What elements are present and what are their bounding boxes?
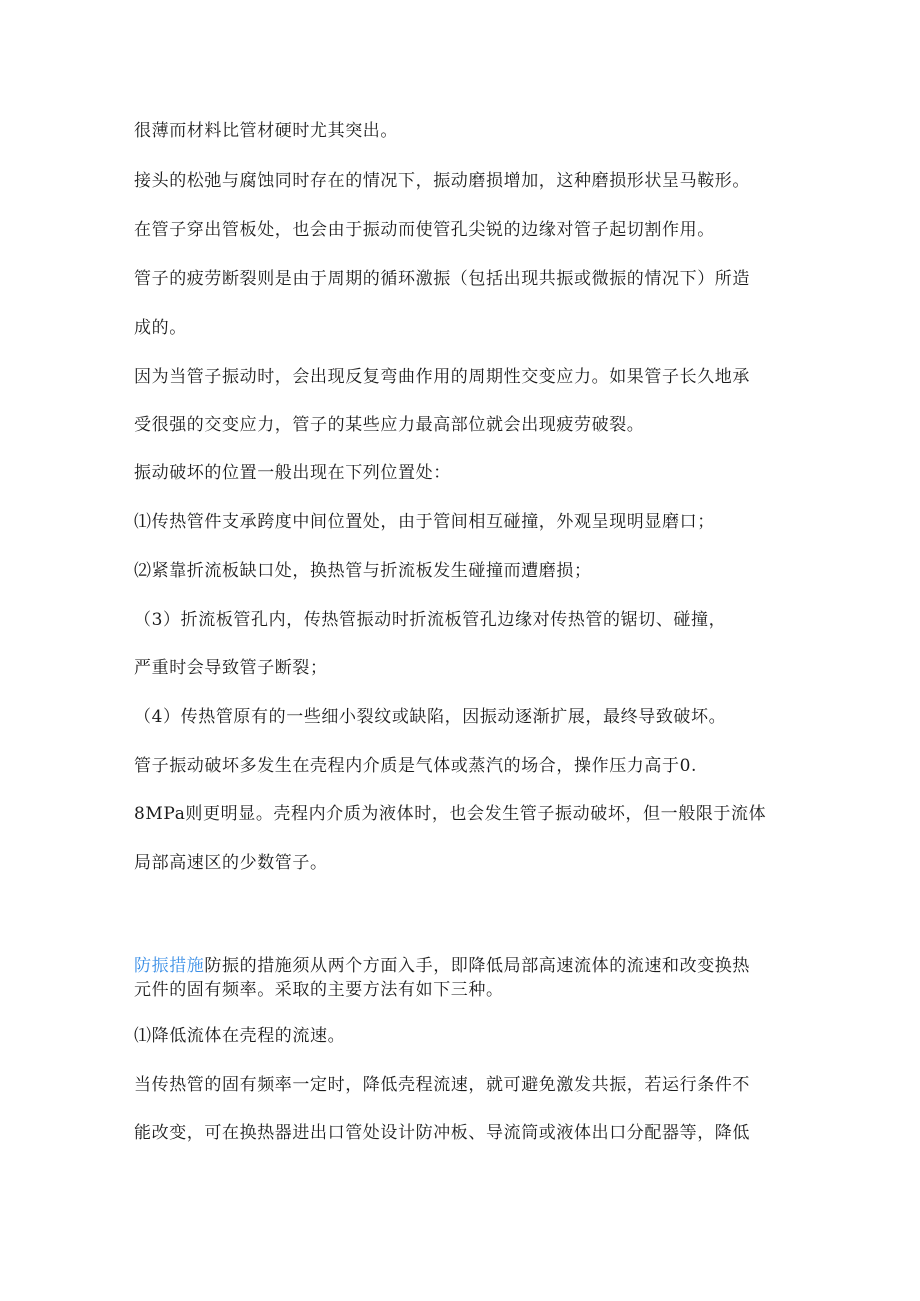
body-line: 在管子穿出管板处，也会由于振动而使管孔尖锐的边缘对管子起切割作用。 bbox=[134, 220, 715, 240]
body-line: 成的。 bbox=[134, 318, 187, 338]
list-item-4: （4）传热管原有的一些细小裂纹或缺陷，因振动逐渐扩展，最终导致破坏。 bbox=[134, 707, 727, 727]
section-heading-link[interactable]: 防振措施 bbox=[134, 956, 205, 976]
body-line: 接头的松弛与腐蚀同时存在的情况下，振动磨损增加，这种磨损形状呈马鞍形。 bbox=[134, 171, 750, 191]
body-line: 当传热管的固有频率一定时，降低壳程流速，就可避免激发共振，若运行条件不 bbox=[134, 1075, 750, 1095]
list-item-3: （3）折流板管孔内，传热管振动时折流板管孔边缘对传热管的锯切、碰撞， bbox=[134, 610, 727, 630]
body-line: 受很强的交变应力，管子的某些应力最高部位就会出现疲劳破裂。 bbox=[134, 415, 645, 435]
body-line: 振动破坏的位置一般出现在下列位置处： bbox=[134, 463, 451, 483]
section-intro-line bbox=[134, 955, 794, 977]
section-intro-text: 防振的措施须从两个方面入手，即降低局部高速流体的流速和改变换热 bbox=[204, 956, 751, 976]
section-intro-line-2: 元件的固有频率。采取的主要方法有如下三种。 bbox=[134, 980, 504, 1000]
list-item-2: ⑵紧靠折流板缺口处，换热管与折流板发生碰撞而遭磨损； bbox=[134, 561, 592, 581]
body-line: 管子振动破坏多发生在壳程内介质是气体或蒸汽的场合，操作压力高于0. bbox=[134, 756, 698, 776]
body-line: 管子的疲劳断裂则是由于周期的循环激振（包括出现共振或微振的情况下）所造 bbox=[134, 269, 750, 289]
body-line: 很薄而材料比管材硬时尤其突出。 bbox=[134, 121, 398, 141]
body-line: 因为当管子振动时，会出现反复弯曲作用的周期性交变应力。如果管子长久地承 bbox=[134, 367, 750, 387]
body-line: 8MPa则更明显。壳程内介质为液体时，也会发生管子振动破坏，但一般限于流体 bbox=[134, 804, 767, 824]
list-item-1: ⑴传热管件支承跨度中间位置处，由于管间相互碰撞，外观呈现明显磨口； bbox=[134, 512, 715, 532]
list-item-3-continued: 严重时会导致管子断裂； bbox=[134, 658, 328, 678]
body-line: 局部高速区的少数管子。 bbox=[134, 853, 328, 873]
method-item-1: ⑴降低流体在壳程的流速。 bbox=[134, 1026, 346, 1046]
body-line: 能改变，可在换热器进出口管处设计防冲板、导流筒或液体出口分配器等，降低 bbox=[134, 1123, 750, 1143]
